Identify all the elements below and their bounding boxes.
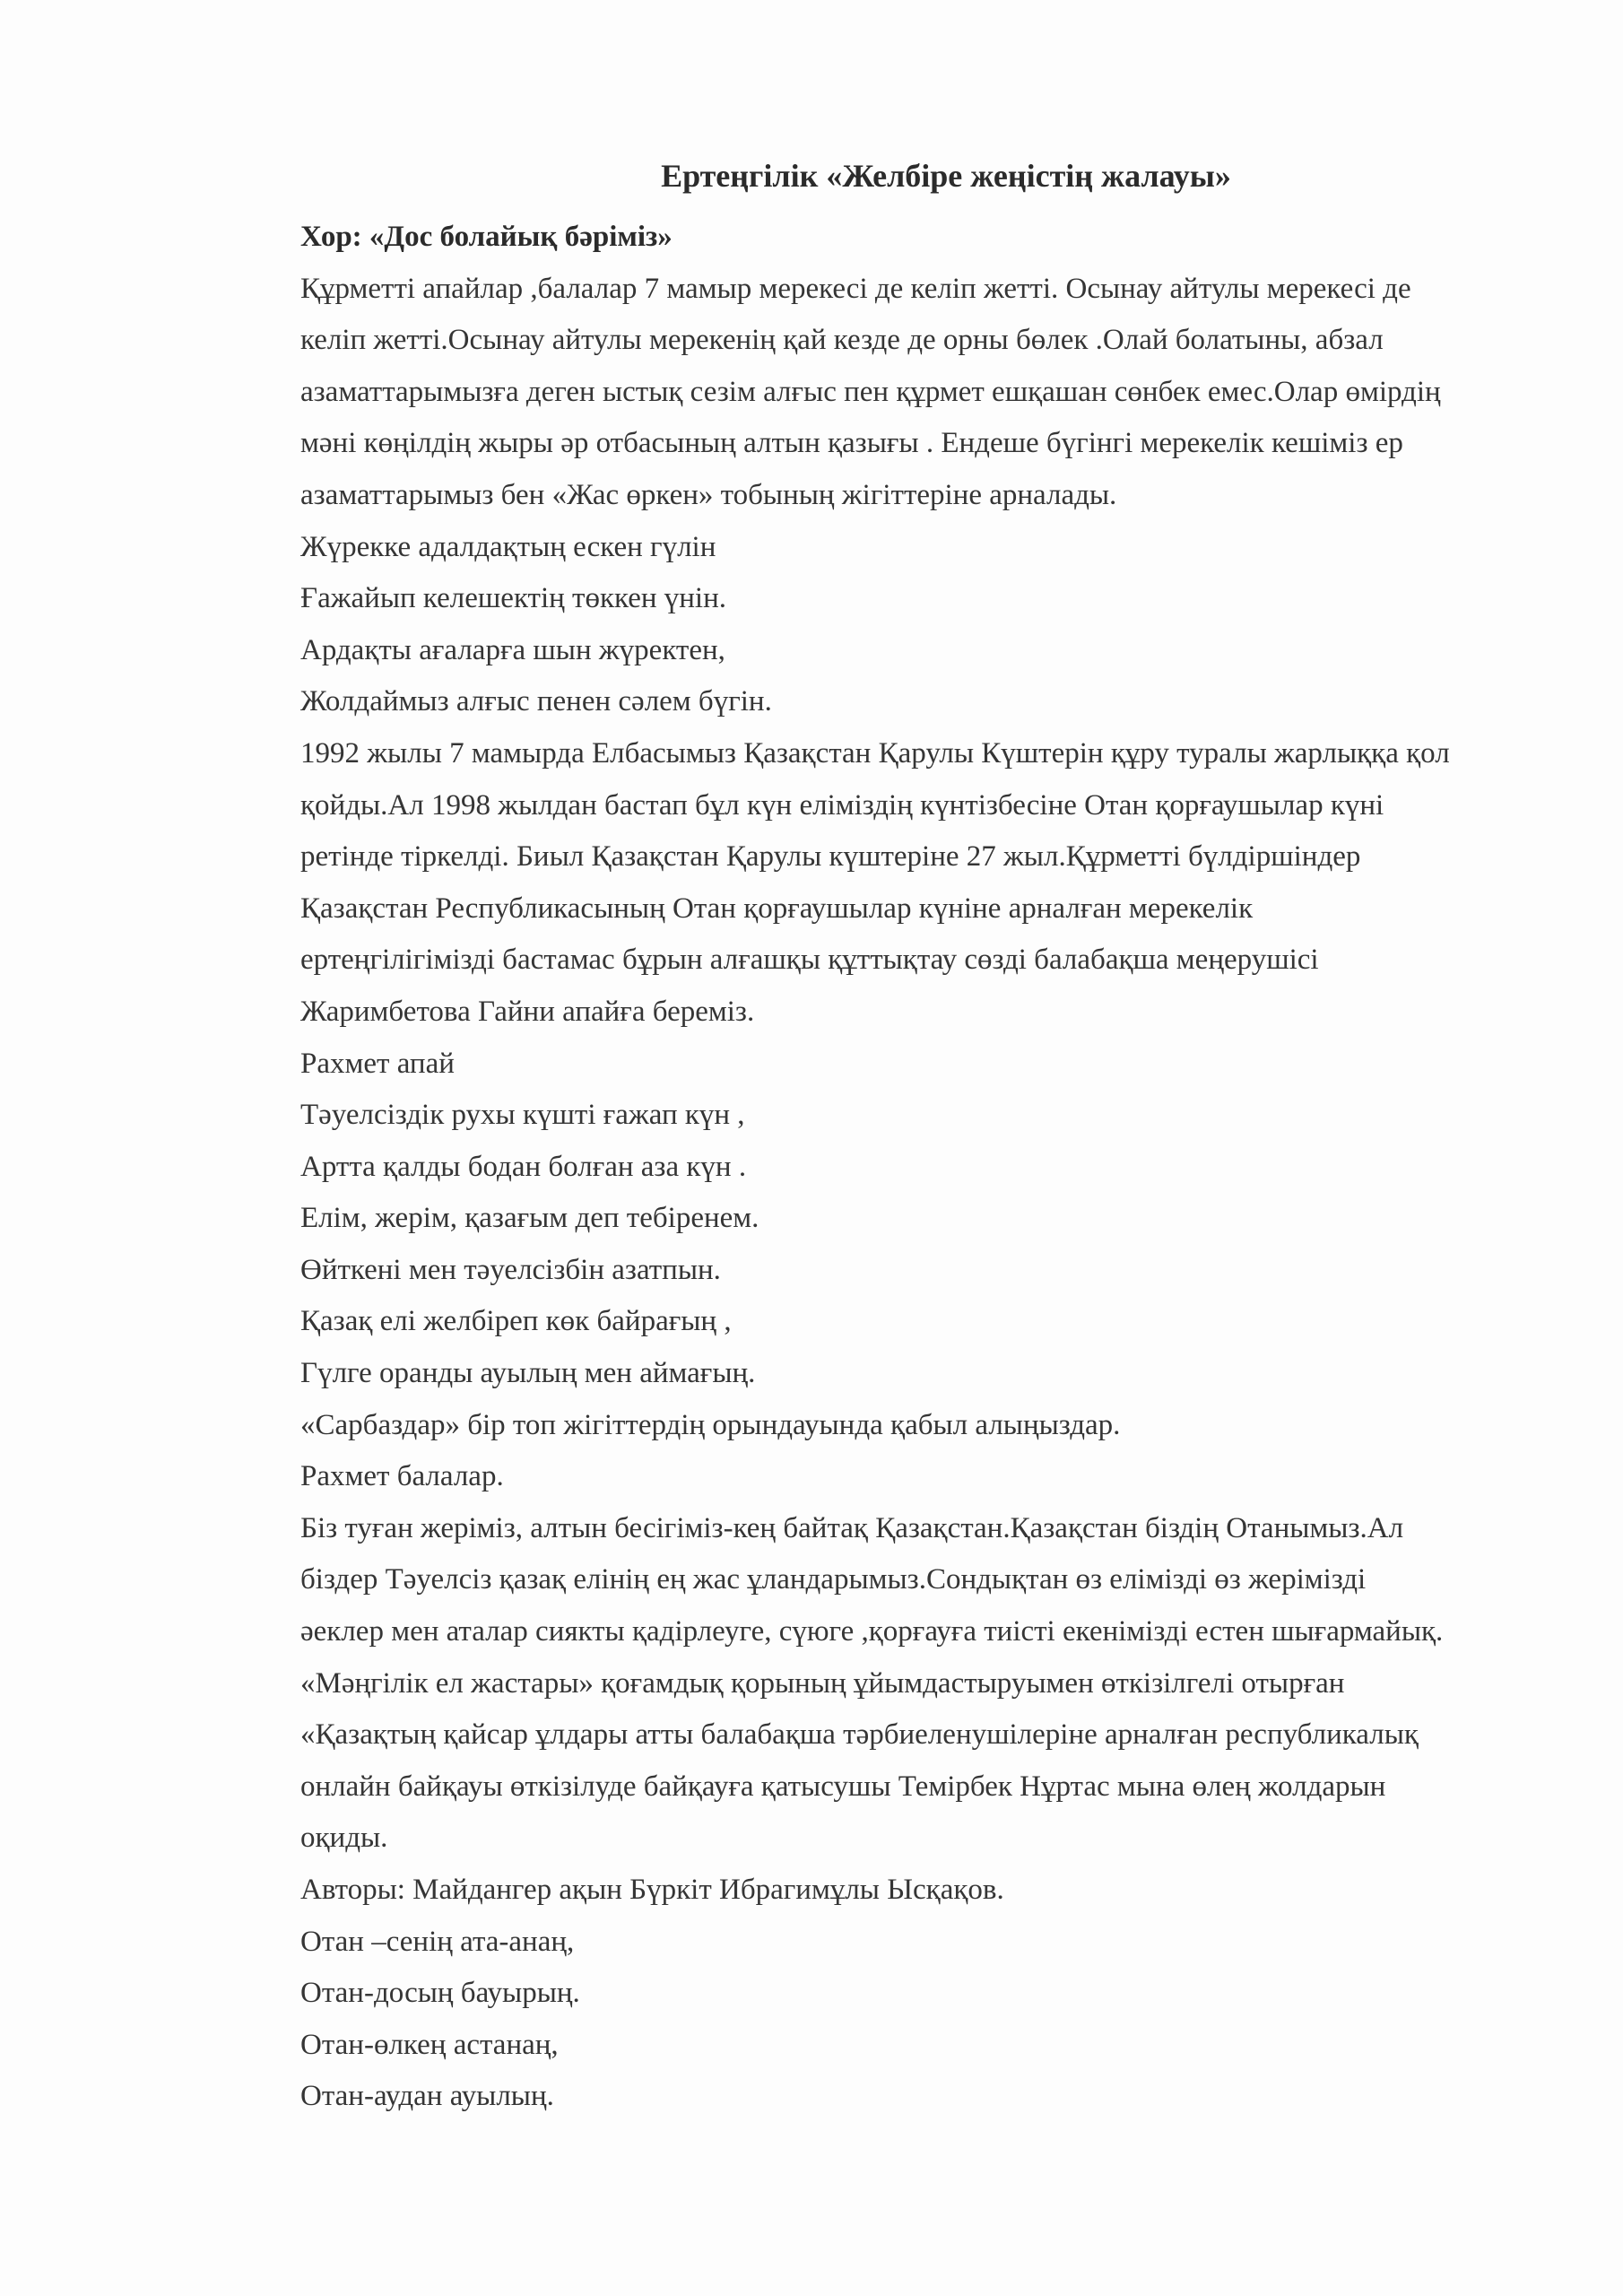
paragraph-line: әеклер мен аталар сиякты қадірлеуге, сүюге ,қорғауға тиісті екенімізді естен шығармайық. — [300, 1615, 1444, 1648]
paragraph-line: Жаримбетова Гайни апайға береміз. — [300, 995, 755, 1028]
paragraph-line: біздер Тәуелсіз қазақ елінің ең жас ұландарымыз.Сондықтан өз елімізді өз жерімізді — [300, 1563, 1367, 1596]
poem-line: Гүлге оранды ауылың мен аймағың. — [300, 1357, 756, 1390]
poem-line: Артта қалды бодан болған аза күн . — [300, 1150, 747, 1183]
paragraph-line: Құрметті апайлар ,балалар 7 мамыр мерекесі де келіп жетті. Осынау айтулы мерекесі де — [300, 272, 1411, 305]
poem-line: Елім, жерім, қазағым деп тебіренем. — [300, 1202, 759, 1235]
poem-line: Қазақ елі желбіреп көк байрағың , — [300, 1305, 732, 1338]
paragraph-line: Рахмет балалар. — [300, 1460, 504, 1493]
paragraph-line: «Қазақтың қайсар ұлдары атты балабақша тәрбиеленушілеріне арналған республикалық — [300, 1718, 1419, 1752]
paragraph-line: «Мәңгілік ел жастары» қоғамдық қорының ұйымдастыруымен өткізілгелі отырған — [300, 1666, 1345, 1700]
paragraph-line: азаматтарымызға деген ыстық сезім алғыс пен құрмет ешқашан сөнбек емес.Олар өмірдің — [300, 375, 1441, 408]
paragraph-line: Қазақстан Республикасының Отан қорғаушылар күніне арналған мерекелік — [300, 891, 1254, 925]
choir-heading: Хор: «Дос болайық бәріміз» — [300, 221, 673, 253]
poem-line: Тәуелсіздік рухы күшті ғажап күн , — [300, 1099, 745, 1132]
poem-line: Жолдаймыз алғыс пенен сәлем бүгін. — [300, 685, 772, 718]
poem-line: Жүрекке адалдақтың ескен гүлін — [300, 530, 716, 563]
paragraph-line: оқиды. — [300, 1822, 388, 1855]
author-line: Авторы: Майдангер ақын Бүркіт Ибрагимұлы Ысқақов. — [300, 1874, 1004, 1906]
paragraph-line: Рахмет апай — [300, 1047, 455, 1080]
poem-line: Отан-досың бауырың. — [300, 1977, 580, 2010]
paragraph-line: келіп жетті.Осынау айтулы мерекенің қай кезде де орны бөлек .Олай болатыны, абзал — [300, 324, 1384, 357]
paragraph-line: азаматтарымыз бен «Жас өркен» тобының жігіттеріне арналады. — [300, 478, 1117, 511]
document-body — [300, 212, 1574, 2123]
paragraph-line: мәні көңілдің жыры әр отбасының алтын қазығы . Ендеше бүгінгі мерекелік кешіміз ер — [300, 427, 1403, 460]
paragraph-line: ретінде тіркелді. Биыл Қазақстан Қарулы күштеріне 27 жыл.Құрметті бүлдіршіндер — [300, 840, 1361, 874]
poem-line: Отан –сенің ата-анаң, — [300, 1925, 575, 1958]
poem-line: Ғажайып келешектің төккен үнін. — [300, 582, 727, 615]
poem-line: Отан-өлкең астанаң, — [300, 2028, 559, 2061]
poem-line: Ардақты ағаларға шын жүректен, — [300, 633, 725, 666]
paragraph-line: «Сарбаздар» бір топ жігіттердің орындауында қабыл алыңыздар. — [300, 1408, 1121, 1441]
paragraph-line: Біз туған жеріміз, алтын бесігіміз-кең байтақ Қазақстан.Қазақстан біздің Отанымыз.Ал — [300, 1511, 1404, 1544]
paragraph-line: ертеңгілігімізді бастамас бұрын алғашқы құттықтау сөзді балабақша меңерушісі — [300, 944, 1319, 977]
poem-line: Өйткені мен тәуелсізбін азатпын. — [300, 1253, 721, 1286]
document-title: Ертеңгілік «Желбіре жеңістің жалауы» — [661, 158, 1231, 194]
paragraph-line: 1992 жылы 7 мамырда Елбасымыз Қазақстан Қарулы Күштерін құру туралы жарлыққа қол — [300, 736, 1450, 770]
paragraph-line: қойды.Ал 1998 жылдан бастап бұл күн еліміздің күнтізбесіне Отан қорғаушылар күні — [300, 788, 1384, 822]
poem-line: Отан-аудан ауылың. — [300, 2080, 554, 2113]
paragraph-line: онлайн байқауы өткізілуде байқауға қатысушы Темірбек Нұртас мына өлең жолдарын — [300, 1770, 1386, 1803]
